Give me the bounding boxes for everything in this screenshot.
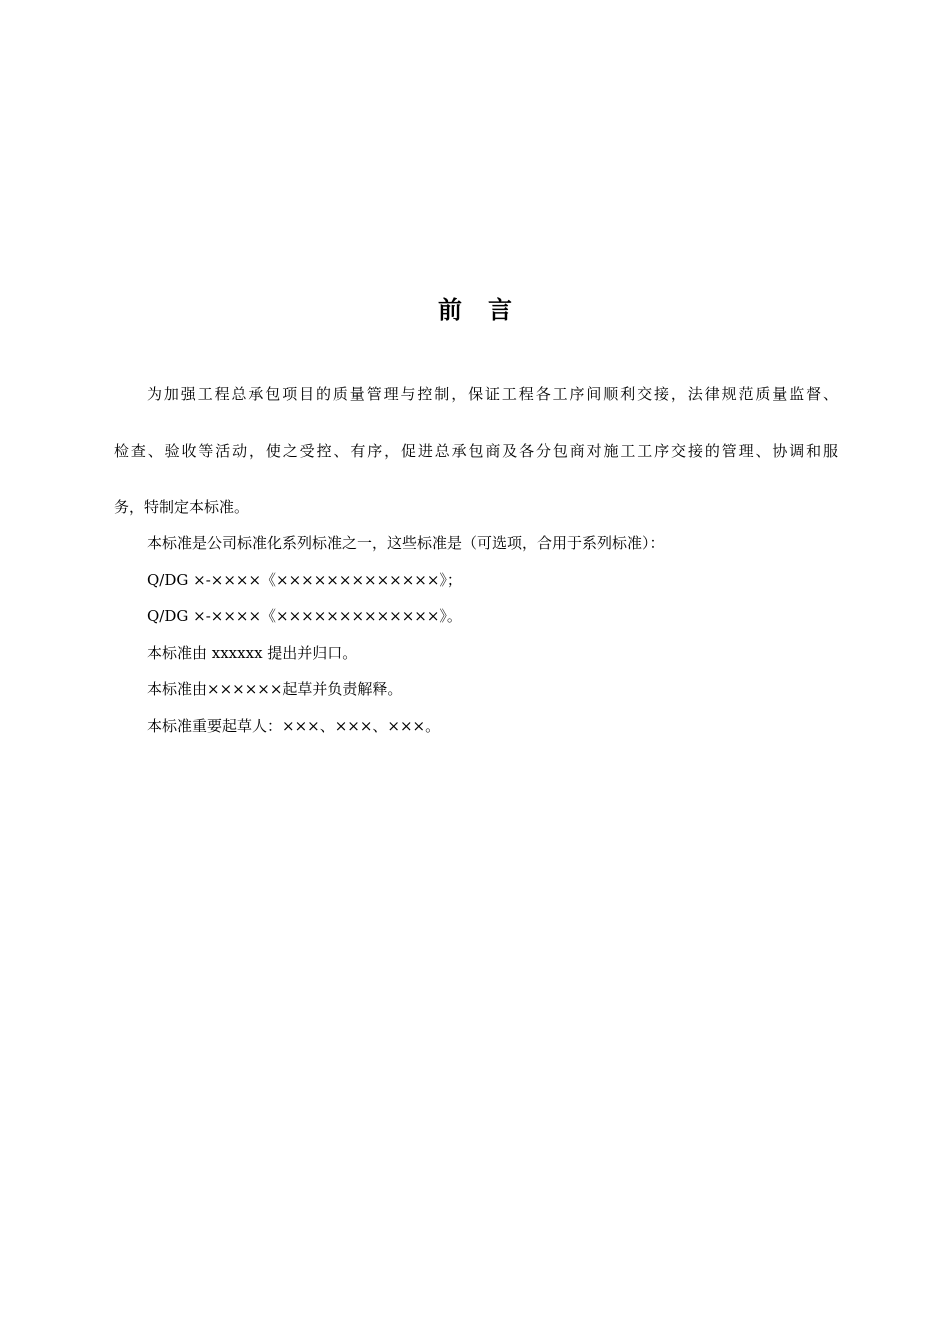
intro-line: 务，特制定本标准。: [114, 498, 250, 516]
main-drafters-statement: 本标准重要起草人：×××、×××、×××。: [147, 716, 441, 735]
series-standard-statement: 本标准是公司标准化系列标准之一，这些标准是（可选项，合用于系列标准）：: [147, 534, 665, 552]
standard-reference-1: Q/DG ×-××××《×××××××××××××》；: [147, 570, 462, 589]
intro-line: 检查、验收等活动，使之受控、有序，促进总承包商及各分包商对施工工序交接的管理、协调和服: [114, 441, 838, 460]
proposer-statement: 本标准由 xxxxxx 提出并归口。: [147, 643, 358, 662]
standard-reference-2: Q/DG ×-××××《×××××××××××××》。: [147, 607, 462, 625]
page-title: 前言: [438, 296, 538, 324]
drafter-statement: 本标准由××××××起草并负责解释。: [147, 680, 403, 698]
intro-paragraph: [114, 380, 838, 522]
intro-line: 为加强工程总承包项目的质量管理与控制，保证工程各工序间顺利交接，法律规范质量监督、: [147, 385, 838, 403]
standard-info-list: [147, 529, 665, 748]
